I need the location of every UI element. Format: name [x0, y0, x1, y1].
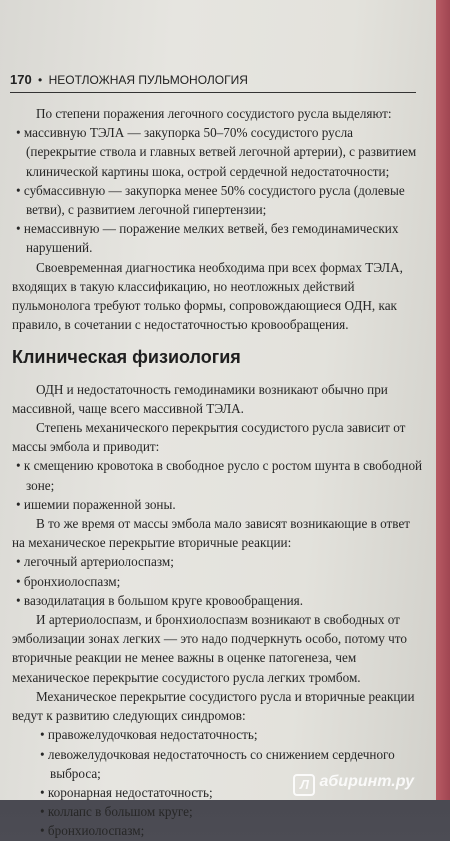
list-item: • немассивную — поражение мелких ветвей, без гемодинамических нарушений. — [12, 219, 424, 257]
reactions-list — [12, 552, 424, 610]
page-content — [12, 104, 424, 841]
list-item: • массивную ТЭЛА — закупорка 50–70% сосудистого русла (перекрытие ствола и главных ветвей легочной артерии), с развитием клинической картины шока, острой сердечной недостаточности; — [12, 123, 424, 181]
list-item: • к смещению кровотока в свободное русло с ростом шунта в свободной зоне; — [12, 456, 424, 494]
intro-paragraph: По степени поражения легочного сосудистого русла выделяют: — [36, 106, 392, 121]
page-number: 170 — [10, 72, 32, 87]
mechanical-list — [12, 456, 424, 514]
running-header — [10, 72, 416, 93]
list-item: • бронхиолоспазм; — [36, 821, 424, 840]
watermark — [293, 773, 414, 796]
list-item: • бронхиолоспазм; — [12, 572, 424, 591]
watermark-text: абиринт.ру — [319, 773, 414, 790]
list-item: • левожелудочковая недостаточность со снижением сердечного выброса; — [36, 745, 424, 783]
running-title: НЕОТЛОЖНАЯ ПУЛЬМОНОЛОГИЯ — [48, 73, 248, 87]
list-item: • субмассивную — закупорка менее 50% сосудистого русла (долевые ветви), с развитием легочной гипертензии; — [12, 181, 424, 219]
diagnostics-paragraph: Своевременная диагностика необходима при всех формах ТЭЛА, входящих в такую классификацию, но неотложных действий пульмонолога требуют только формы, сопровождающиеся ОДН, как правило, в сочетании с недостаточностью кровообращения. — [12, 259, 403, 333]
paragraph: И артериолоспазм, и бронхиолоспазм возникают в свободных от эмболизации зонах легких — это надо подчеркнуть особо, потому что вторичные реакции не менее важны в оценке патогенеза, чем механическое перекрытие сосудистого русла легких тромбом. — [12, 612, 407, 685]
list-item: • легочный артериолоспазм; — [12, 552, 424, 571]
header-separator: • — [38, 73, 43, 87]
severity-list — [12, 123, 424, 257]
section-title: Клиническая физиология — [12, 347, 241, 368]
paragraph: Механическое перекрытие сосудистого русла и вторичные реакции ведут к развитию следующих синдромов: — [12, 688, 415, 724]
list-item: • правожелудочковая недостаточность; — [36, 725, 424, 744]
watermark-logo-icon: Л — [293, 774, 315, 796]
list-item: • коллапс в большом круге; — [36, 802, 424, 821]
list-item: • вазодилатация в большом круге кровообращения. — [12, 591, 424, 610]
list-item: • коронарная недостаточность; — [36, 783, 424, 802]
paragraph: В то же время от массы эмбола мало зависят возникающие в ответ на механическое перекрытие вторичные реакции: — [12, 516, 411, 551]
paragraph: ОДН и недостаточность гемодинамики возникают обычно при массивной, чаще всего массивной ТЭЛА. — [12, 381, 388, 416]
list-item: • ишемии пораженной зоны. — [12, 495, 424, 514]
book-cover-edge — [436, 0, 450, 800]
paragraph: Степень механического перекрытия сосудистого русла зависит от массы эмбола и приводит: — [12, 420, 406, 455]
